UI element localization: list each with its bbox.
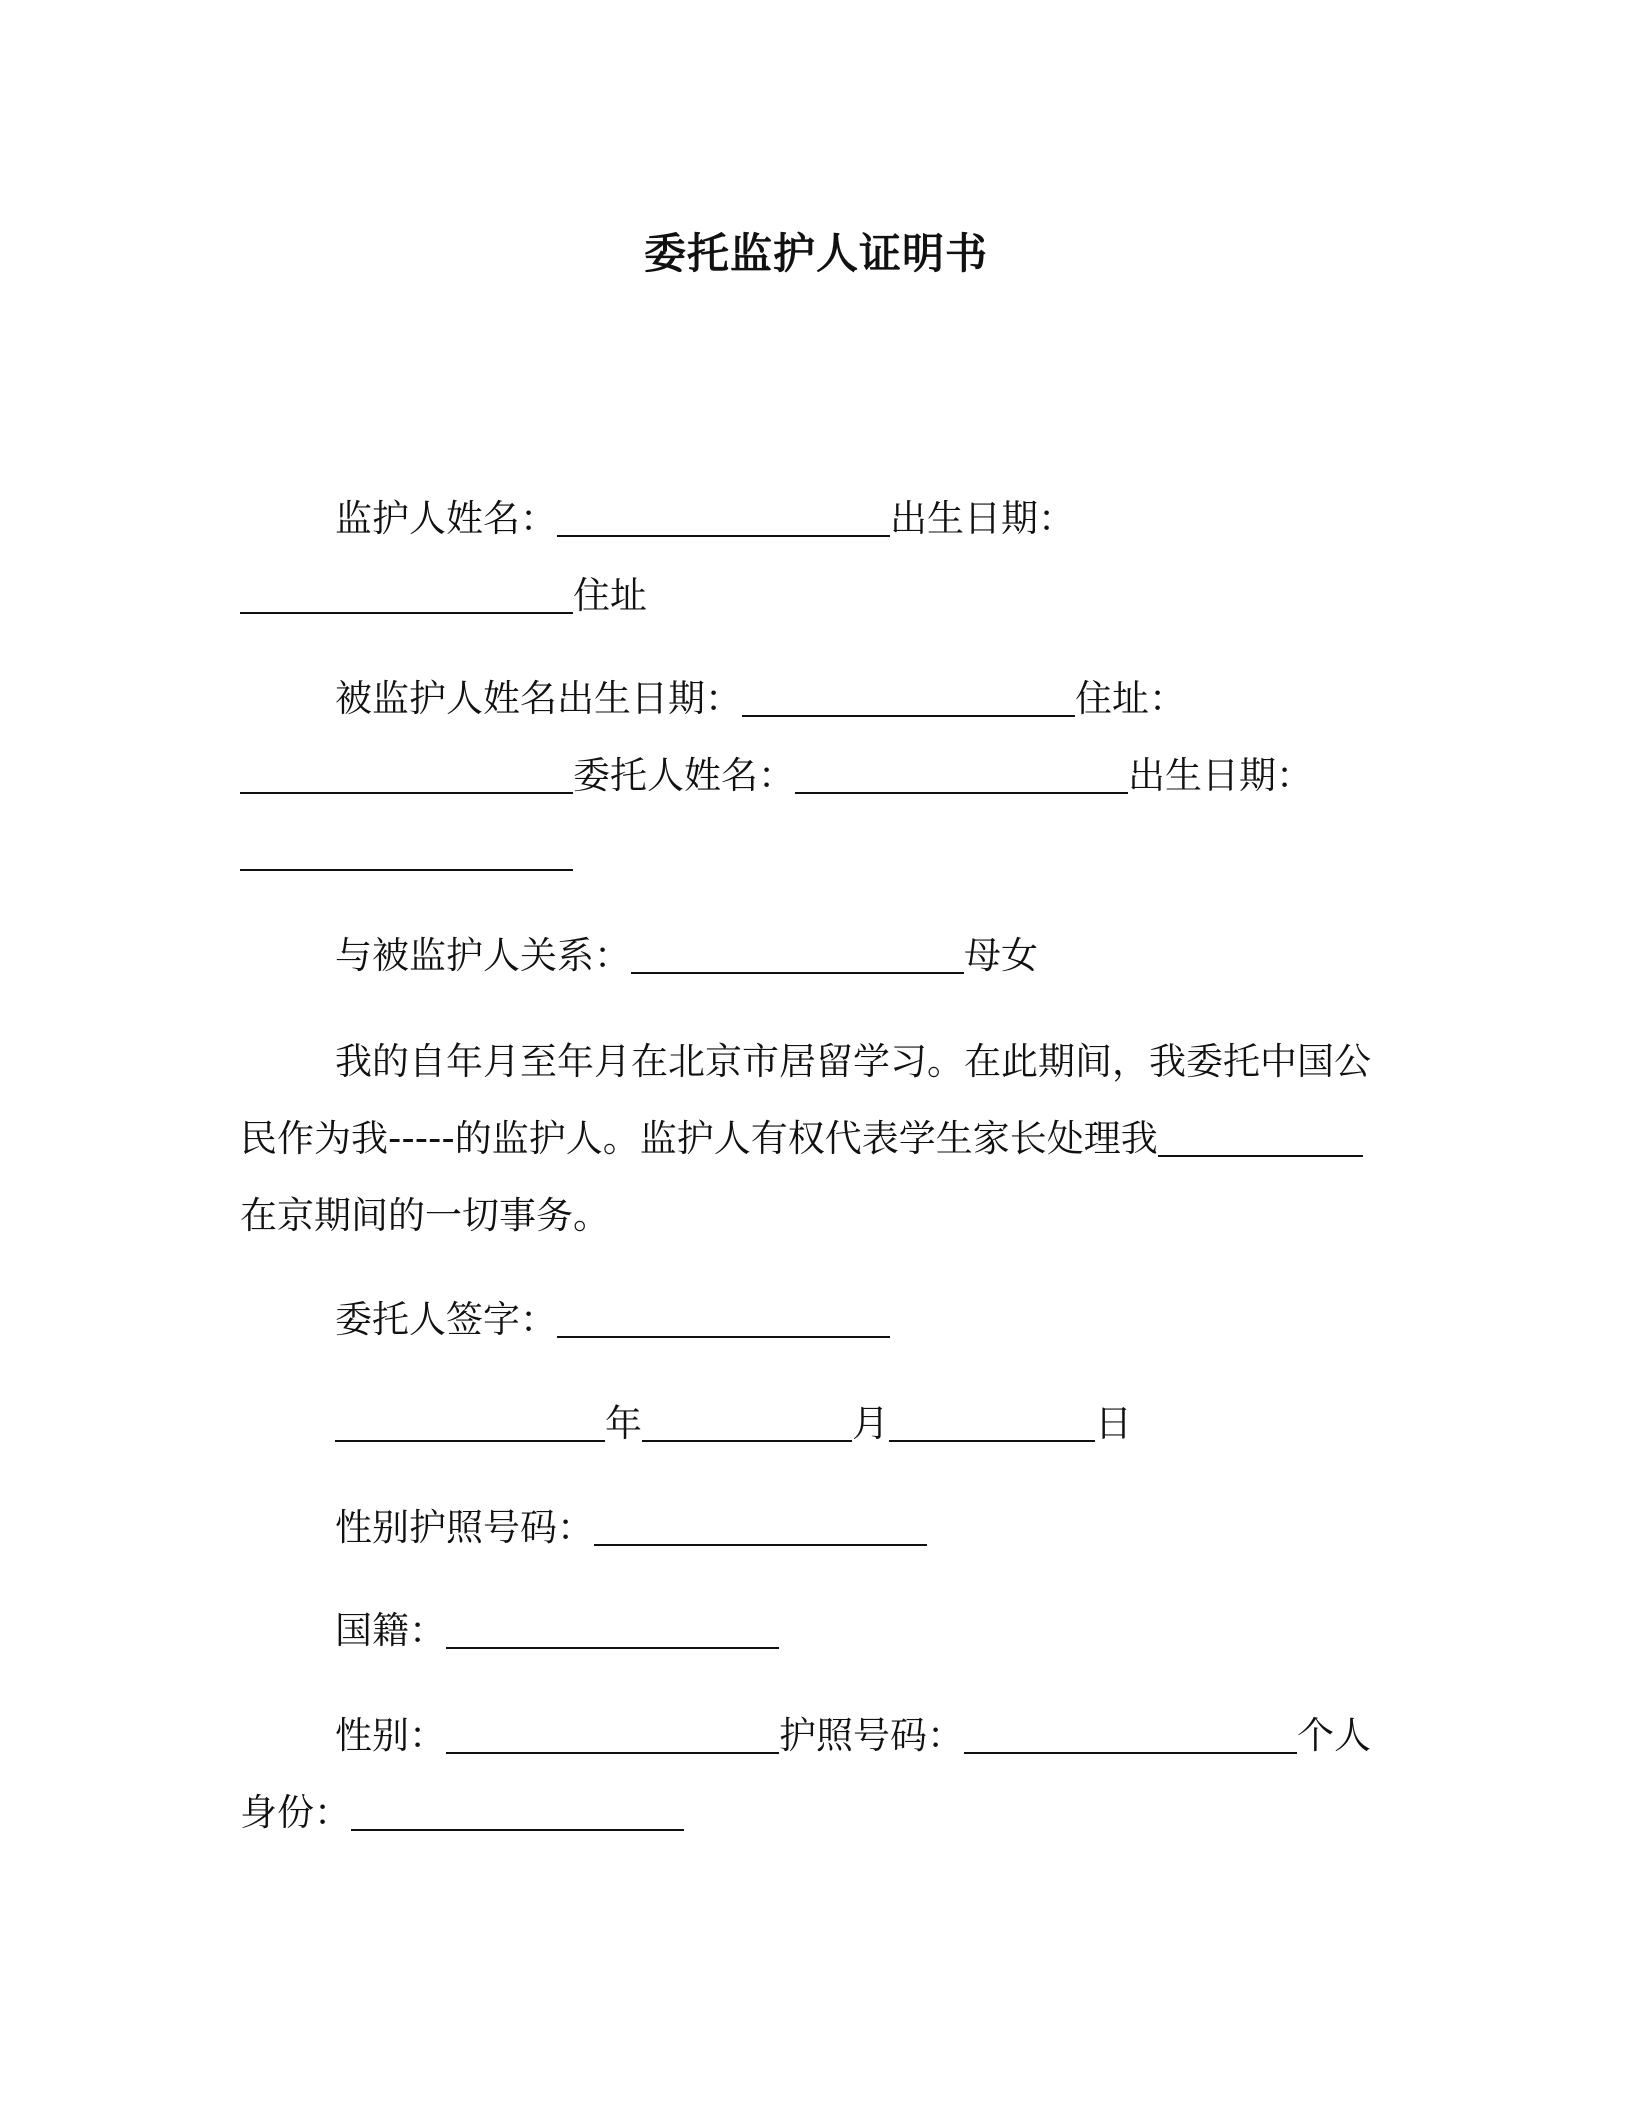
ward-address-label: 住址：: [1075, 677, 1186, 720]
body-line-3: 在京期间的一切事务。: [240, 1194, 610, 1237]
principal-name-label: 委托人姓名：: [573, 754, 795, 797]
personal-label: 个人: [1297, 1714, 1371, 1757]
gender-passport-line: [335, 1502, 927, 1554]
relationship-value: 母女: [964, 934, 1038, 977]
day-blank: [889, 1402, 1095, 1442]
body-line-2-text: 民作为我-----的监护人。监护人有权代表学生家长处理我: [240, 1117, 1158, 1160]
month-label: 月: [852, 1402, 889, 1445]
document-title: 委托监护人证明书: [643, 229, 988, 278]
gender-passport-label: 性别护照号码：: [335, 1506, 594, 1549]
identity-line: [240, 1787, 684, 1839]
guardian-birth-date-blank: [240, 574, 573, 614]
guardian-name-blank: [557, 497, 890, 537]
guardian-name-label: 监护人姓名：: [335, 497, 557, 540]
principal-signature-line: [335, 1294, 890, 1346]
date-line: [335, 1398, 1132, 1450]
nationality-blank: [446, 1609, 779, 1649]
principal-birth-blank: [240, 831, 573, 871]
birth-date-label: 出生日期：: [890, 497, 1075, 540]
relationship-blank: [631, 934, 964, 974]
identity-label: 身份：: [240, 1791, 351, 1834]
passport-label: 护照号码：: [779, 1714, 964, 1757]
ward-name-birth-label: 被监护人姓名出生日期：: [335, 677, 742, 720]
ward-birth-date-blank: [742, 677, 1075, 717]
principal-signature-blank: [557, 1298, 890, 1338]
gender-blank: [446, 1714, 779, 1754]
year-blank: [335, 1402, 605, 1442]
year-label: 年: [605, 1402, 642, 1445]
principal-birth-line: [240, 827, 573, 879]
ward-address-blank: [240, 754, 573, 794]
student-name-blank: [1158, 1117, 1363, 1157]
body-line-1: 我的自年月至年月在北京市居留学习。在此期间，我委托中国公: [335, 1040, 1371, 1083]
gender-passport-blank: [594, 1506, 927, 1546]
guardian-birth-address-line: [240, 570, 647, 622]
nationality-label: 国籍：: [335, 1609, 446, 1652]
day-label: 日: [1095, 1402, 1132, 1445]
passport-blank: [964, 1714, 1297, 1754]
gender-passport-personal-line: [335, 1710, 1371, 1762]
principal-signature-label: 委托人签字：: [335, 1298, 557, 1341]
address-label: 住址: [573, 574, 647, 617]
principal-birth-label: 出生日期：: [1128, 754, 1313, 797]
principal-name-blank: [795, 754, 1128, 794]
relationship-label: 与被监护人关系：: [335, 934, 631, 977]
nationality-line: [335, 1605, 779, 1657]
body-line-2: [240, 1113, 1363, 1165]
month-blank: [642, 1402, 852, 1442]
gender-label: 性别：: [335, 1714, 446, 1757]
relationship-line: [335, 930, 1038, 982]
ward-info-line: [335, 673, 1186, 725]
identity-blank: [351, 1791, 684, 1831]
guardian-info-line: [335, 493, 1075, 545]
principal-info-line: [240, 750, 1313, 802]
